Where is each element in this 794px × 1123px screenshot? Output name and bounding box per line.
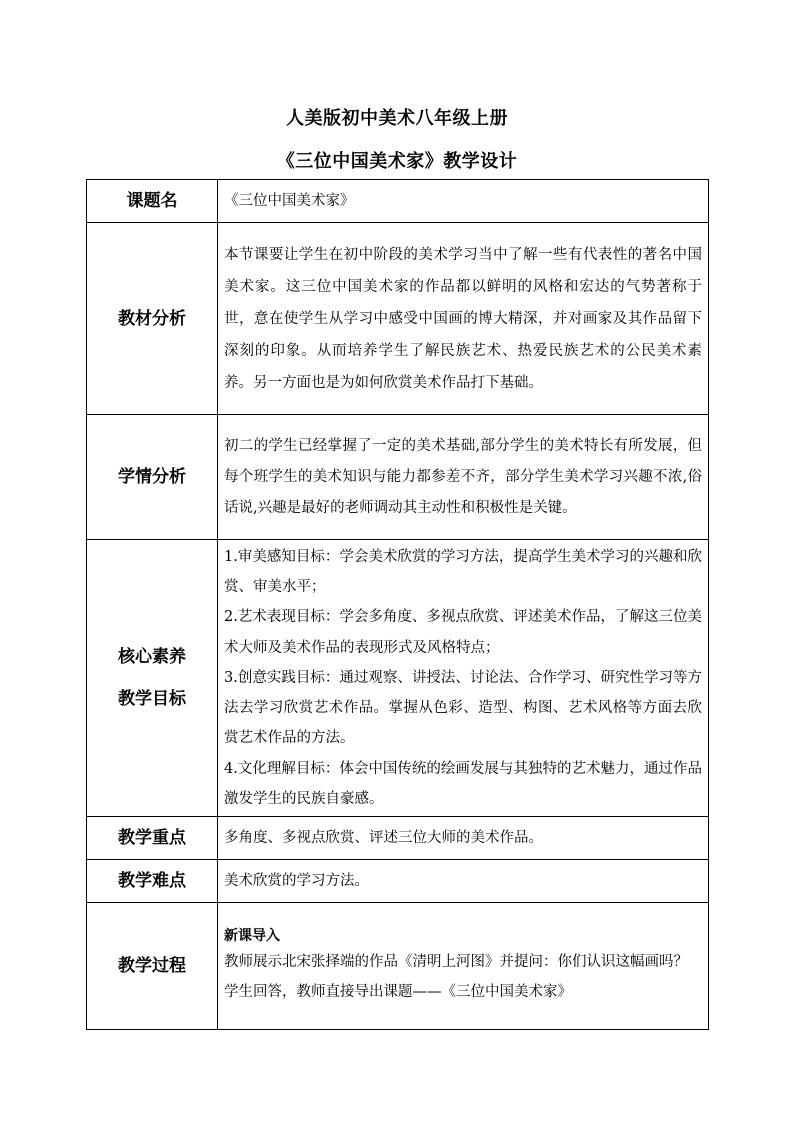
table-row-process bbox=[87, 903, 709, 1030]
goal-item-aesthetic: 1.审美感知目标：学会美术欣赏的学习方法，提高学生美术学习的兴趣和欣赏、审美水平； bbox=[224, 548, 702, 595]
table-row-key-points bbox=[87, 817, 709, 860]
student-analysis-label: 学情分析 bbox=[87, 415, 218, 540]
process-section-title: 新课导入 bbox=[224, 927, 280, 944]
goal-item-culture: 4.文化理解目标：体会中国传统的绘画发展与其独特的艺术魅力，通过作品激发学生的民族自豪感。 bbox=[224, 760, 702, 808]
material-analysis-text: 本节课要让学生在初中阶段的美术学习当中了解一些有代表性的著名中国美术家。这三位中国美术家的作品都以鲜明的风格和宏达的气势著称于世，意在使学生从学习中感受中国画的博大精深，并对画家及其作品留下深刻的印象。从而培养学生了解民族艺术、热爱民族艺术的公民美术素养。另一方面也是为如何欣赏美术作品打下基础。 bbox=[218, 223, 709, 415]
document-title: 人美版初中美术八年级上册 bbox=[286, 108, 508, 129]
student-analysis-text: 初二的学生已经掌握了一定的美术基础,部分学生的美术特长有所发展，但每个班学生的美术知识与能力都参差不齐，部分学生美术学习兴趣不浓,俗话说,兴趣是最好的老师调动其主动性和积极性是关键。 bbox=[218, 415, 709, 540]
goal-item-practice: 3.创意实践目标：通过观察、讲授法、讨论法、合作学习、研究性学习等方法去学习欣赏艺术作品。掌握从色彩、造型、构图、艺术风格等方面去欣赏艺术作品的方法。 bbox=[224, 669, 702, 747]
topic-label: 课题名 bbox=[87, 180, 218, 223]
process-line-2: 学生回答，教师直接导出课题——《三位中国美术家》 bbox=[224, 984, 572, 1000]
key-points-label: 教学重点 bbox=[87, 817, 218, 860]
table-row-topic bbox=[87, 180, 709, 223]
process-content bbox=[218, 903, 709, 1030]
material-analysis-label: 教材分析 bbox=[87, 223, 218, 415]
table-row-difficulties bbox=[87, 860, 709, 903]
table-row-core-goals bbox=[87, 540, 709, 817]
difficulties-label: 教学难点 bbox=[87, 860, 218, 903]
process-line-1: 教师展示北宋张择端的作品《清明上河图》并提问：你们认识这幅画吗？ bbox=[224, 953, 688, 970]
document-subtitle: 《三位中国美术家》教学设计 bbox=[276, 151, 518, 172]
table-row-material-analysis bbox=[87, 223, 709, 415]
core-goals-list bbox=[218, 540, 709, 817]
topic-value: 《三位中国美术家》 bbox=[218, 180, 709, 223]
core-goals-label: 核心素养 教学目标 bbox=[87, 540, 218, 817]
key-points-text: 多角度、多视点欣赏、评述三位大师的美术作品。 bbox=[218, 817, 709, 860]
process-label: 教学过程 bbox=[87, 903, 218, 1030]
goal-item-expression: 2.艺术表现目标：学会多角度、多视点欣赏、评述美术作品，了解这三位美术大师及美术作品的表现形式及风格特点； bbox=[224, 609, 702, 656]
lesson-plan-table bbox=[86, 179, 709, 1030]
table-row-student-analysis bbox=[87, 415, 709, 540]
difficulties-text: 美术欣赏的学习方法。 bbox=[218, 860, 709, 903]
